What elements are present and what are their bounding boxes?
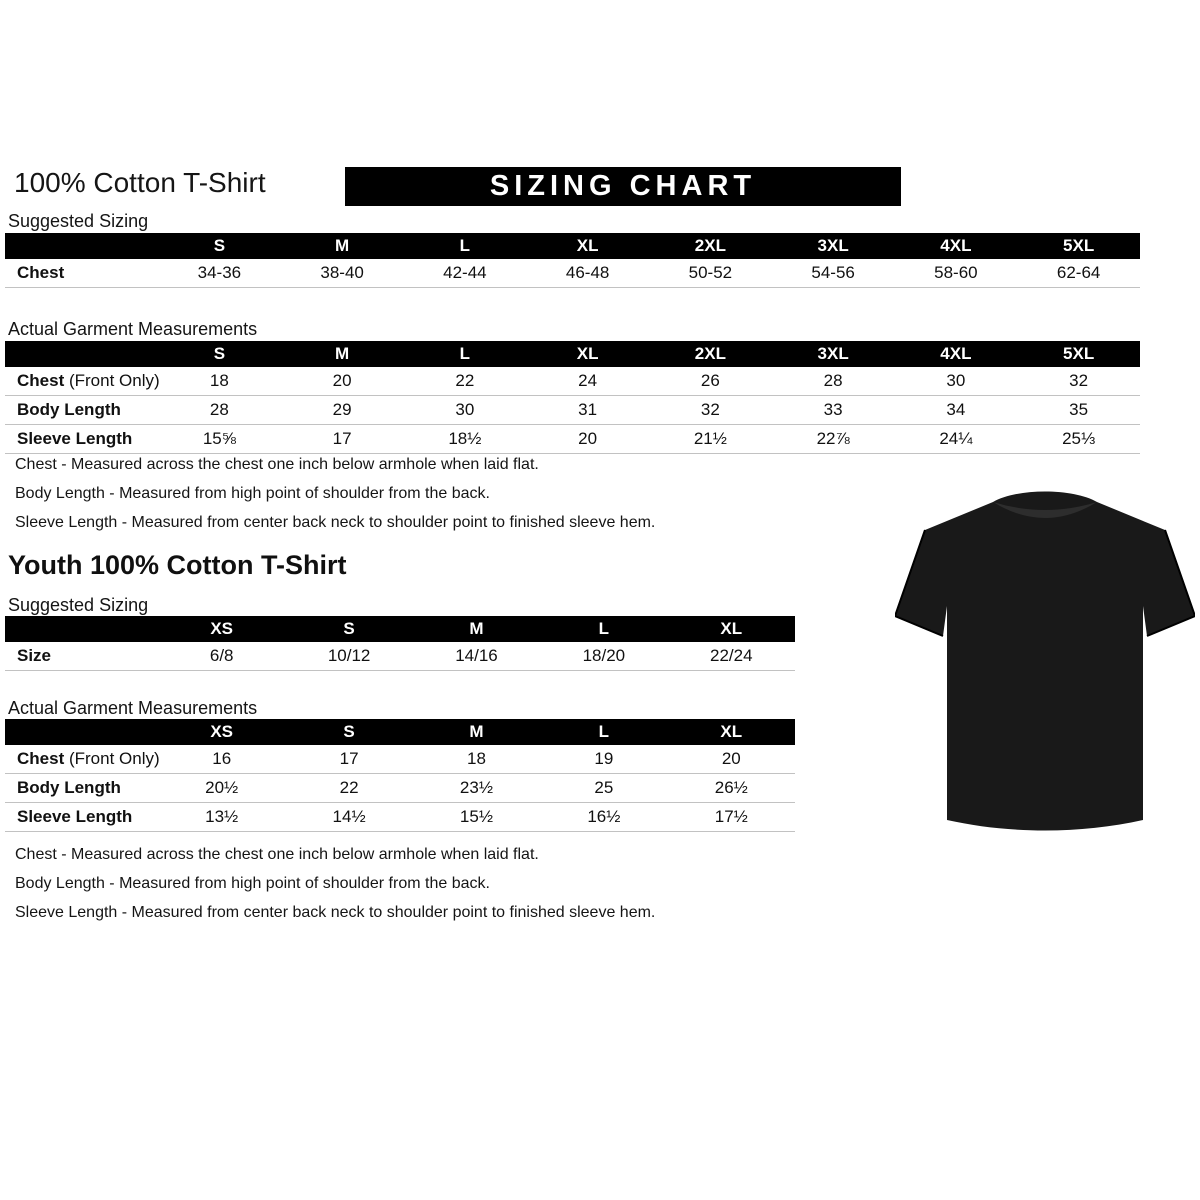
column-header [5, 616, 158, 642]
row-label: Body Length [17, 778, 121, 797]
table-cell: 30 [946, 371, 966, 390]
column-header: XL [526, 233, 649, 259]
column-header: S [285, 616, 412, 642]
row-label: Sleeve Length [17, 807, 133, 826]
table-cell: 14½ [332, 807, 366, 826]
table-row [5, 745, 795, 774]
column-header: S [158, 341, 281, 367]
table-row [5, 259, 1140, 288]
column-header: XL [668, 616, 795, 642]
table-header-row [5, 719, 795, 745]
tshirt-icon [895, 478, 1195, 838]
table-cell: 38-40 [320, 263, 364, 282]
table-cell: 34-36 [197, 263, 242, 282]
table-cell: 54-56 [811, 263, 855, 282]
column-header: M [413, 719, 540, 745]
table-cell: 34 [946, 400, 966, 419]
table-cell: 17 [332, 429, 352, 448]
table-cell: 20½ [205, 778, 239, 797]
table-cell: 15⅝ [202, 429, 236, 448]
column-header: XL [526, 341, 649, 367]
table-cell: 22 [339, 778, 359, 797]
note-chest: Chest - Measured across the chest one inch below armhole when laid flat. [15, 846, 539, 863]
column-header: L [540, 719, 667, 745]
row-label: Chest [17, 263, 65, 282]
table-cell: 16 [212, 749, 232, 768]
table-cell: 25⅓ [1062, 429, 1096, 448]
column-header: M [413, 616, 540, 642]
table-cell: 26½ [714, 778, 748, 797]
table-cell: 6/8 [209, 646, 234, 665]
table-header-row [5, 233, 1140, 259]
table-cell: 29 [332, 400, 352, 419]
adult-measurements-table [5, 341, 1140, 454]
sizing-chart-banner [345, 167, 901, 206]
table-cell: 32 [700, 400, 720, 419]
table-row [5, 396, 1140, 425]
table-cell: 35 [1069, 400, 1089, 419]
column-header: 2XL [649, 233, 772, 259]
table-cell: 30 [455, 400, 475, 419]
table-row [5, 774, 795, 803]
table-cell: 50-52 [688, 263, 733, 282]
note-body-length: Body Length - Measured from high point of shoulder from the back. [15, 485, 490, 502]
column-header: XL [668, 719, 795, 745]
column-header: 3XL [772, 341, 895, 367]
column-header: 3XL [772, 233, 895, 259]
table-cell: 46-48 [565, 263, 610, 282]
table-cell: 10/12 [327, 646, 371, 665]
table-cell: 18 [209, 371, 229, 390]
table-cell: 28 [823, 371, 843, 390]
table-cell: 24 [578, 371, 598, 390]
column-header: S [285, 719, 412, 745]
table-row [5, 642, 795, 671]
table-row [5, 425, 1140, 454]
note-sleeve-length: Sleeve Length - Measured from center back neck to shoulder point to finished sleeve hem. [15, 514, 656, 531]
column-header: M [281, 341, 404, 367]
table-cell: 58-60 [934, 263, 978, 282]
note-sleeve-length: Sleeve Length - Measured from center back neck to shoulder point to finished sleeve hem. [15, 904, 656, 921]
youth-measurements-table [5, 719, 795, 832]
table-header-row [5, 616, 795, 642]
table-cell: 31 [578, 400, 598, 419]
table-cell: 14/16 [455, 646, 498, 665]
table-cell: 13½ [205, 807, 239, 826]
column-header: 4XL [895, 233, 1018, 259]
youth-suggested-table [5, 616, 795, 671]
table-cell: 17 [339, 749, 359, 768]
column-header: M [281, 233, 404, 259]
table-cell: 28 [209, 400, 229, 419]
note-chest: Chest - Measured across the chest one inch below armhole when laid flat. [15, 456, 539, 473]
table-cell: 20 [578, 429, 598, 448]
adult-actual-label: Actual Garment Measurements [8, 319, 258, 339]
table-cell: 33 [823, 400, 843, 419]
column-header: XS [158, 616, 285, 642]
table-cell: 20 [332, 371, 352, 390]
table-cell: 15½ [459, 807, 494, 826]
page-title: 100% Cotton T-Shirt [14, 167, 266, 198]
table-cell: 19 [594, 749, 614, 768]
column-header: 5XL [1017, 233, 1140, 259]
column-header: 2XL [649, 341, 772, 367]
table-row [5, 367, 1140, 396]
column-header: L [404, 341, 527, 367]
youth-notes [15, 846, 655, 933]
column-header [5, 233, 158, 259]
column-header: L [540, 616, 667, 642]
table-cell: 25 [594, 778, 614, 797]
row-label: Chest (Front Only) [17, 749, 160, 768]
row-label: Chest (Front Only) [17, 371, 160, 390]
youth-suggested-label: Suggested Sizing [8, 595, 149, 615]
row-label: Size [17, 646, 52, 665]
table-cell: 21½ [693, 429, 727, 448]
youth-actual-label: Actual Garment Measurements [8, 698, 258, 718]
table-cell: 18½ [448, 429, 482, 448]
table-cell: 24¼ [939, 429, 973, 448]
table-cell: 62-64 [1056, 263, 1101, 282]
row-label: Body Length [17, 400, 121, 419]
table-cell: 17½ [714, 807, 748, 826]
youth-title: Youth 100% Cotton T-Shirt [8, 550, 347, 580]
column-header: 4XL [895, 341, 1018, 367]
table-cell: 20 [721, 749, 741, 768]
table-cell: 18 [467, 749, 486, 768]
table-cell: 22 [455, 371, 475, 390]
column-header: XS [158, 719, 285, 745]
tshirt-product-image [895, 478, 1195, 838]
table-row [5, 803, 795, 832]
column-header: S [158, 233, 281, 259]
table-header-row [5, 341, 1140, 367]
adult-suggested-table [5, 233, 1140, 288]
banner-text: SIZING CHART [489, 170, 757, 202]
column-header: L [404, 233, 527, 259]
table-cell: 42-44 [443, 263, 487, 282]
note-body-length: Body Length - Measured from high point of shoulder from the back. [15, 875, 490, 892]
row-label: Sleeve Length [17, 429, 133, 448]
table-cell: 22⅞ [816, 429, 850, 448]
table-cell: 18/20 [582, 646, 626, 665]
column-header [5, 719, 158, 745]
column-header: 5XL [1017, 341, 1140, 367]
column-header [5, 341, 158, 367]
table-cell: 32 [1069, 371, 1089, 390]
table-cell: 22/24 [710, 646, 753, 665]
table-cell: 23½ [459, 778, 494, 797]
table-cell: 26 [700, 371, 720, 390]
adult-suggested-label: Suggested Sizing [8, 211, 149, 231]
table-cell: 16½ [587, 807, 621, 826]
adult-notes [15, 456, 655, 543]
